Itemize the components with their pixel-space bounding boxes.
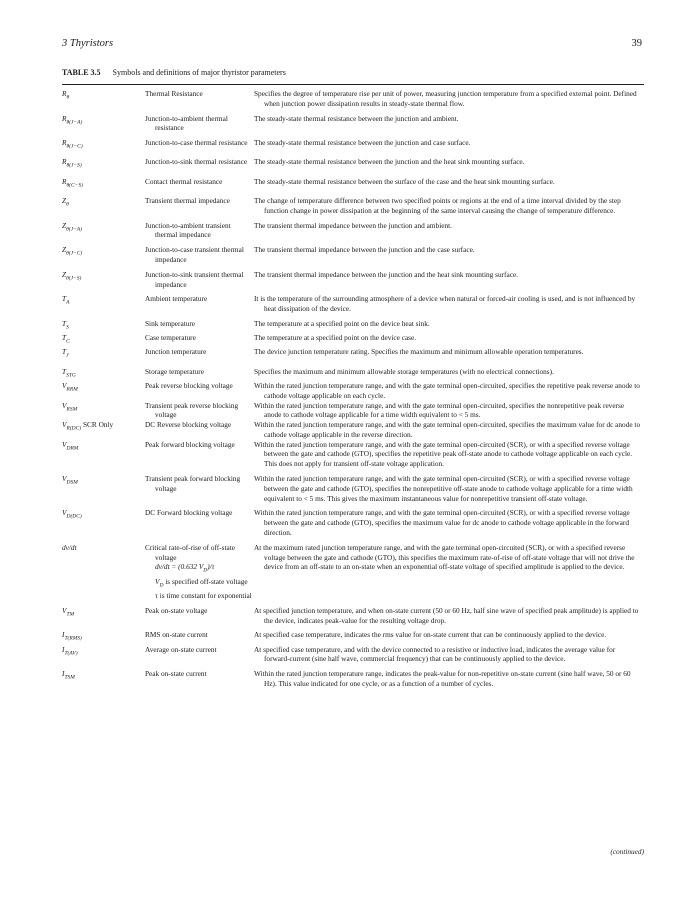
symbol-cell: $Z_{\theta(J-C)}$: [62, 245, 83, 257]
symbol-cell: $I_{T(AV)}$: [62, 644, 78, 657]
parameter-name: Junction-to-case transient thermal impedance: [145, 245, 244, 264]
parameter-name: Junction-to-ambient transient thermal impedance: [145, 220, 231, 240]
symbol-cell: $Z_{\theta(J-S)}$: [62, 269, 82, 282]
symbol-cell: dv/dt: [62, 542, 77, 552]
table-row: [62, 221, 644, 246]
parameter-name: Contact thermal resistance: [145, 176, 223, 186]
parameter-definition: The temperature at a specified point on the device heat sink.: [254, 318, 430, 328]
parameter-definition: Within the rated junction temperature range, indicates the peak-value for non-repetitive on-state current (sine half wave, 50 or 60 Hz). This value indicated for one cycle, or as a function of a number of cycles.: [254, 669, 631, 688]
symbol-cell: $R_{\theta(J-C)}$: [62, 138, 83, 150]
parameter-definition: Within the rated junction temperature range, and with the gate terminal open-circuited, specifies the nonrepetitive peak reverse anode to cathode voltage applicable for a time width equivalent to < 5 ms.: [254, 400, 625, 420]
parameter-definition: The steady-state thermal resistance between the junction and case surface.: [254, 138, 471, 148]
table-row: [62, 440, 644, 474]
symbol-cell: $R_\theta$: [62, 89, 70, 101]
table-row: [62, 508, 644, 542]
parameters-table: [62, 89, 644, 689]
table-row: [62, 367, 644, 381]
table-row: [62, 294, 644, 319]
symbol-cell: $R_{\theta(J-A)}$: [62, 113, 83, 126]
symbol-cell: $V_{D(DC)}$: [62, 508, 82, 520]
parameter-name: Transient thermal impedance: [145, 195, 230, 205]
symbol-cell: $T_S$: [62, 318, 69, 331]
table-row: [62, 270, 644, 295]
parameter-name: Peak forward blocking voltage: [145, 439, 235, 449]
table-row: [62, 196, 644, 221]
parameter-name: DC Forward blocking voltage: [145, 508, 233, 518]
table-row: [62, 606, 644, 631]
dvdt-formula-note: $V_D$ is specified off-state voltage τ is time constant for exponential: [155, 576, 252, 600]
parameter-definition: At specified case temperature, indicates the rms value for on-state current that can be continuously applied to the device.: [254, 630, 607, 640]
parameter-name: Junction-to-sink transient thermal impedance: [145, 269, 244, 289]
dvdt-formula: dv/dt = (0.632 $V_D)/\tau$: [155, 562, 215, 574]
table-row: [62, 157, 644, 176]
symbol-cell: $R_{\theta(C-S)}$: [62, 176, 83, 189]
symbol-cell: $T_{STG}$: [62, 366, 76, 379]
symbol-cell: $T_J$: [62, 347, 69, 359]
chapter-title: 3 Thyristors: [62, 38, 114, 49]
table-row: [62, 138, 644, 157]
table-row: [62, 89, 644, 114]
parameter-definition: The transient thermal impedance between the junction and ambient.: [254, 220, 452, 230]
parameter-definition: The transient thermal impedance between the junction and the heat sink mounting surface.: [254, 269, 519, 279]
symbol-cell: $T_C$: [62, 333, 70, 345]
parameter-name: DC Reverse blocking voltage: [145, 420, 232, 430]
table-row: [62, 669, 644, 689]
parameter-name: Peak on-state voltage: [145, 605, 208, 615]
table-row: [62, 645, 644, 670]
parameter-definition: Within the rated junction temperature range, and with the gate terminal open-circuited (SCR), or with a specified reverse voltage between the gate and cathode (GTO), specifies the repetitive peak off-state anode to cathode voltage applicable on each cycle. This does not apply for transient off-state voltage application.: [254, 439, 633, 469]
table-row: [62, 543, 644, 606]
parameter-definition: The steady-state thermal resistance between the surface of the case and the heat sink mounting surface.: [254, 176, 555, 186]
page-number: 39: [631, 38, 642, 49]
parameter-definition: At specified case temperature, and with the device connected to a resistive or inductive load, indicates the average value for forward-current (sine half wave, commercial frequency) that can be continuously applied to the device.: [254, 644, 616, 664]
symbol-cell: $V_{DSM}$: [62, 474, 78, 486]
symbol-cell: $Z_{\theta(J-A)}$: [62, 220, 82, 232]
symbol-cell: $V_{TM}$: [62, 605, 75, 618]
parameter-name: Ambient temperature: [145, 294, 208, 304]
table-label: TABLE 3.5: [62, 68, 101, 77]
parameter-name: Peak on-state current: [145, 669, 207, 679]
table-row: [62, 319, 644, 333]
parameter-definition: Within the rated junction temperature range, and with the gate terminal open-circuited, specifies the repetitive peak reverse anode to cathode voltage applicable on each cycle.: [254, 380, 640, 400]
table-row: [62, 347, 644, 366]
table-row: [62, 420, 644, 440]
parameter-definition: Specifies the degree of temperature rise per unit of power, measuring junction temperature from a specified external point. Defined when junction power dissipation results in steady-state thermal flow.: [254, 89, 637, 108]
parameter-name: Sink temperature: [145, 318, 196, 328]
symbol-cell: $I_{T(RMS)}$: [62, 630, 82, 642]
parameter-definition: The device junction temperature rating. Specifies the maximum and minimum allowable operation temperatures.: [254, 347, 584, 357]
table-row: [62, 381, 644, 401]
continued-note: (continued): [610, 847, 644, 856]
symbol-cell: $Z_\theta$: [62, 195, 69, 208]
table-caption: [62, 68, 286, 77]
parameter-name: Transient peak forward blocking voltage: [145, 474, 241, 493]
symbol-cell: $V_{R(DC)}$ SCR Only: [62, 420, 114, 432]
parameter-name: Junction-to-ambient thermal resistance: [145, 113, 228, 133]
parameter-name: Case temperature: [145, 333, 196, 343]
parameter-name: Junction-to-case thermal resistance: [145, 138, 248, 148]
table-row: [62, 333, 644, 347]
parameter-definition: The steady-state thermal resistance between the junction and ambient.: [254, 113, 459, 123]
table-row: [62, 114, 644, 139]
parameter-definition: Within the rated junction temperature range, and with the gate terminal open-circuited, specifies the maximum value for dc anode to cathode voltage applicable in the reverse direction.: [254, 420, 641, 439]
parameter-definition: At specified junction temperature, and when on-state current (50 or 60 Hz, half sine wave of specified peak amplitude) is applied to the device, indicates peak-value for the resulting voltage drop.: [254, 605, 639, 625]
parameter-definition: The transient thermal impedance between the junction and the case surface.: [254, 245, 475, 255]
table-row: [62, 177, 644, 196]
parameter-name: Storage temperature: [145, 366, 204, 376]
parameter-name: RMS on-state current: [145, 630, 208, 640]
parameter-name: Transient peak reverse blocking voltage: [145, 400, 239, 420]
scr-only-note: SCR Only: [82, 420, 114, 430]
parameter-definition: Specifies the maximum and minimum allowable storage temperatures (with no electrical connections).: [254, 366, 554, 376]
parameter-definition: Within the rated junction temperature range, and with the gate terminal open-circuited (SCR), or with a specified reverse voltage between the gate and cathode (GTO), specifies the nonrepetitive off-state anode to cathode voltage applicable for a time width equivalent to < 5 ms. This gives the maximum instantaneous value for nonrepetitive transient off-state voltage.: [254, 474, 633, 503]
parameter-name: Critical rate-of-rise of off-state voltage dv/dt = (0.632 $V_D)/\tau$ $V_D$ is specified off-state voltage τ is time constant for exponential: [145, 542, 252, 600]
parameter-definition: At the maximum rated junction temperature range, and with the gate terminal open-circuited (SCR), or with a specified reverse voltage between the gate and cathode (GTO), this specifies the maximum rate-of-rise of off-state voltage that will not drive the device from an off-state to an on-state when an exponential off-state voltage of specified amplitude is applied to the device.: [254, 542, 635, 572]
table-row: [62, 474, 644, 508]
table-row: [62, 630, 644, 644]
parameter-definition: Within the rated junction temperature range, and with the gate terminal open-circuited (SCR), or with a specified reverse voltage between the gate and cathode (GTO), specifies the maximum value for dc anode to cathode voltage applicable in the forward direction.: [254, 508, 630, 538]
table-row: [62, 245, 644, 270]
symbol-cell: $I_{TSM}$: [62, 669, 75, 681]
parameter-name: Average on-state current: [145, 644, 217, 654]
parameter-name: Junction-to-sink thermal resistance: [145, 157, 248, 167]
table-title: Symbols and definitions of major thyristor parameters: [112, 68, 286, 77]
parameter-name: Peak reverse blocking voltage: [145, 380, 233, 390]
symbol-cell: $R_{\theta(J-S)}$: [62, 157, 82, 169]
parameter-name: Thermal Resistance: [145, 89, 203, 98]
symbol-cell: $V_{DRM}$: [62, 439, 79, 452]
parameter-definition: The temperature at a specified point on the device case.: [254, 333, 417, 343]
symbol-cell: $V_{RRM}$: [62, 380, 78, 393]
parameter-definition: It is the temperature of the surrounding atmosphere of a device when natural or forced-air cooling is used, and is not influenced by heat dissipation of the device.: [254, 294, 636, 314]
table-top-rule: [62, 84, 644, 85]
parameter-definition: The change of temperature difference between two specified points or regions at the end of a time interval divided by the step function change in power dissipation at the beginning of the same interval causing the change of temperature difference.: [254, 195, 621, 215]
parameter-definition: The steady-state thermal resistance between the junction and the heat sink mounting surface.: [254, 157, 525, 167]
symbol-cell: $T_A$: [62, 294, 70, 306]
table-row: [62, 401, 644, 421]
symbol-cell: $V_{RSM}$: [62, 400, 78, 412]
parameter-name: Junction temperature: [145, 347, 207, 357]
